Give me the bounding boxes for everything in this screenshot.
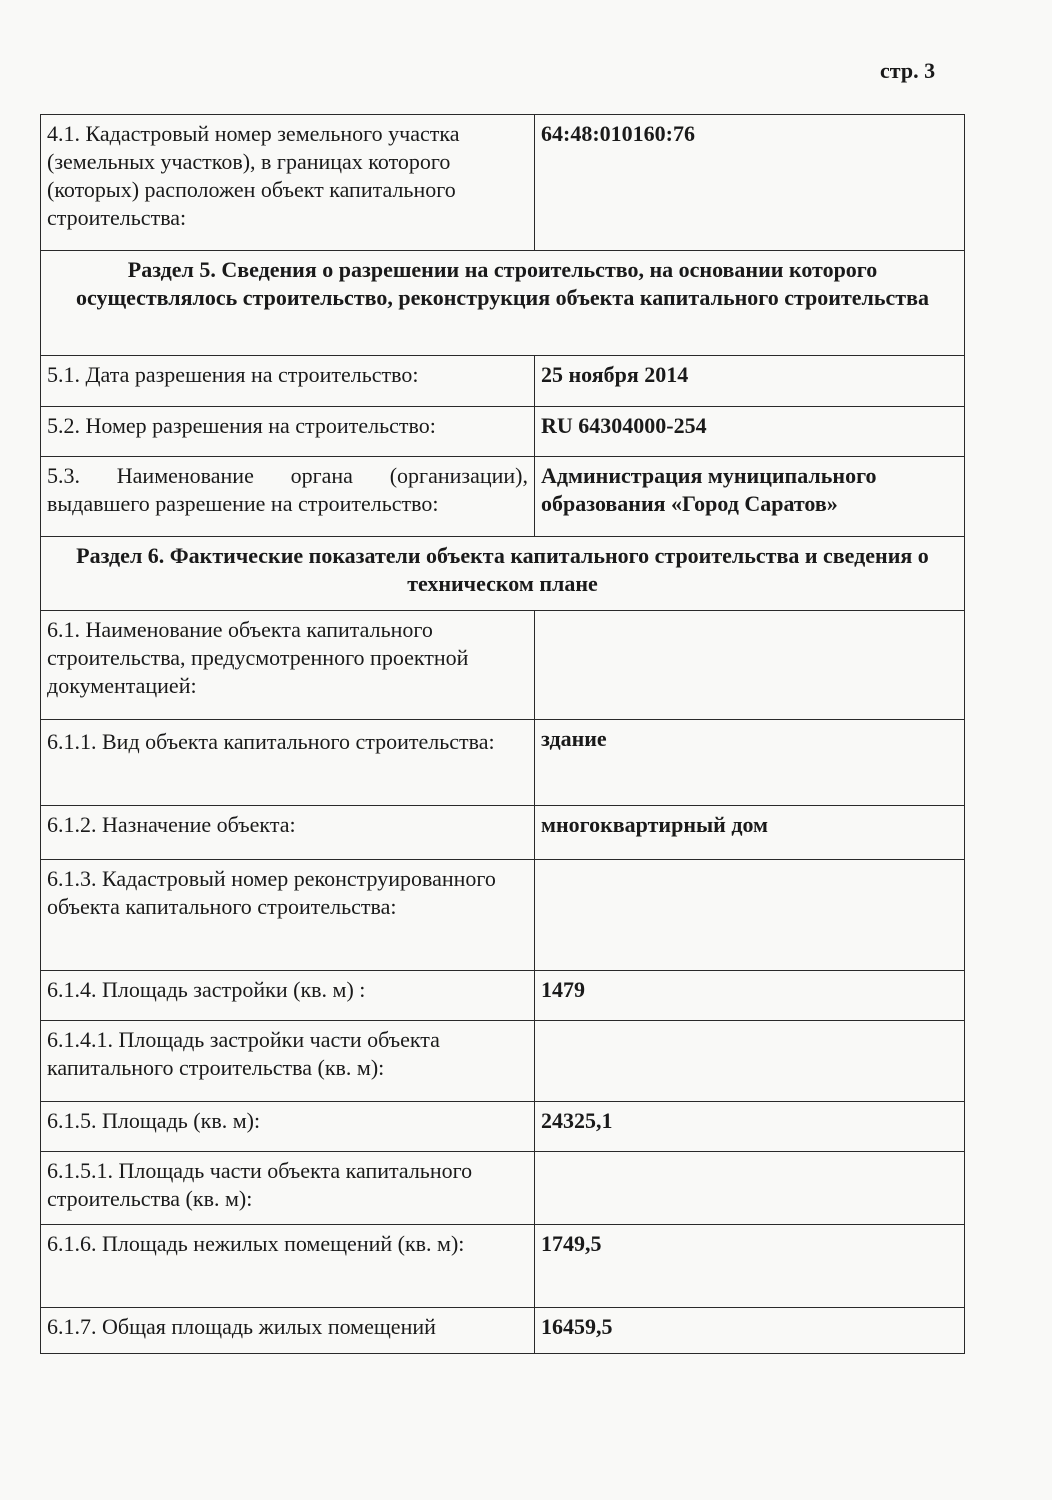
row-value <box>535 1021 965 1102</box>
section-header-row <box>41 251 965 356</box>
row-label: 6.1.5.1. Площадь части объекта капитального строительства (кв. м): <box>41 1152 535 1225</box>
page-number: стр. 3 <box>880 58 936 83</box>
row-label: 6.1.4. Площадь застройки (кв. м) : <box>41 971 535 1021</box>
row-label: 6.1.6. Площадь нежилых помещений (кв. м): <box>41 1225 535 1308</box>
row-value: многоквартирный дом <box>535 806 965 860</box>
row-value: 1749,5 <box>535 1225 965 1308</box>
table-row <box>41 860 965 971</box>
row-label: 6.1.7. Общая площадь жилых помещений <box>41 1308 535 1354</box>
table-row <box>41 806 965 860</box>
row-value: 1479 <box>535 971 965 1021</box>
table-row <box>41 1021 965 1102</box>
section-6-title: Раздел 6. Фактические показатели объекта капитального строительства и сведения о техническом плане <box>41 537 965 611</box>
row-label: 5.2. Номер разрешения на строительство: <box>41 407 535 457</box>
row-value: 24325,1 <box>535 1102 965 1152</box>
row-label: 6.1.3. Кадастровый номер реконструированного объекта капитального строительства: <box>41 860 535 971</box>
row-value <box>535 860 965 971</box>
row-value: Администрация муниципального образования «Город Саратов» <box>535 457 965 537</box>
table-row <box>41 457 965 537</box>
row-value <box>535 611 965 720</box>
table-row <box>41 407 965 457</box>
table-row <box>41 611 965 720</box>
row-label: 6.1.5. Площадь (кв. м): <box>41 1102 535 1152</box>
row-label: 6.1.1. Вид объекта капитального строительства: <box>41 720 535 806</box>
row-label: 5.1. Дата разрешения на строительство: <box>41 356 535 407</box>
table-row <box>41 1102 965 1152</box>
table-row <box>41 1225 965 1308</box>
table-row <box>41 1152 965 1225</box>
row-value <box>535 1152 965 1225</box>
row-value: RU 64304000-254 <box>535 407 965 457</box>
section-header-row <box>41 537 965 611</box>
row-label: 6.1.2. Назначение объекта: <box>41 806 535 860</box>
row-value: 25 ноября 2014 <box>535 356 965 407</box>
table-row <box>41 115 965 251</box>
row-label: 6.1. Наименование объекта капитального строительства, предусмотренного проектной документацией: <box>41 611 535 720</box>
section-5-title: Раздел 5. Сведения о разрешении на строительство, на основании которого осуществлялось строительство, реконструкция объекта капитального строительства <box>41 251 965 356</box>
row-label: 6.1.4.1. Площадь застройки части объекта капитального строительства (кв. м): <box>41 1021 535 1102</box>
table-row <box>41 356 965 407</box>
row-value: 16459,5 <box>535 1308 965 1354</box>
row-label: 4.1. Кадастровый номер земельного участка (земельных участков), в границах которого (которых) расположен объект капитального строительства: <box>41 115 535 251</box>
table-row <box>41 971 965 1021</box>
permit-form-table <box>40 114 965 1354</box>
row-value: 64:48:010160:76 <box>535 115 965 251</box>
table-row <box>41 720 965 806</box>
row-label: 5.3. Наименование органа (организации), выдавшего разрешение на строительство: <box>41 457 535 537</box>
row-value: здание <box>535 720 965 806</box>
table-row <box>41 1308 965 1354</box>
